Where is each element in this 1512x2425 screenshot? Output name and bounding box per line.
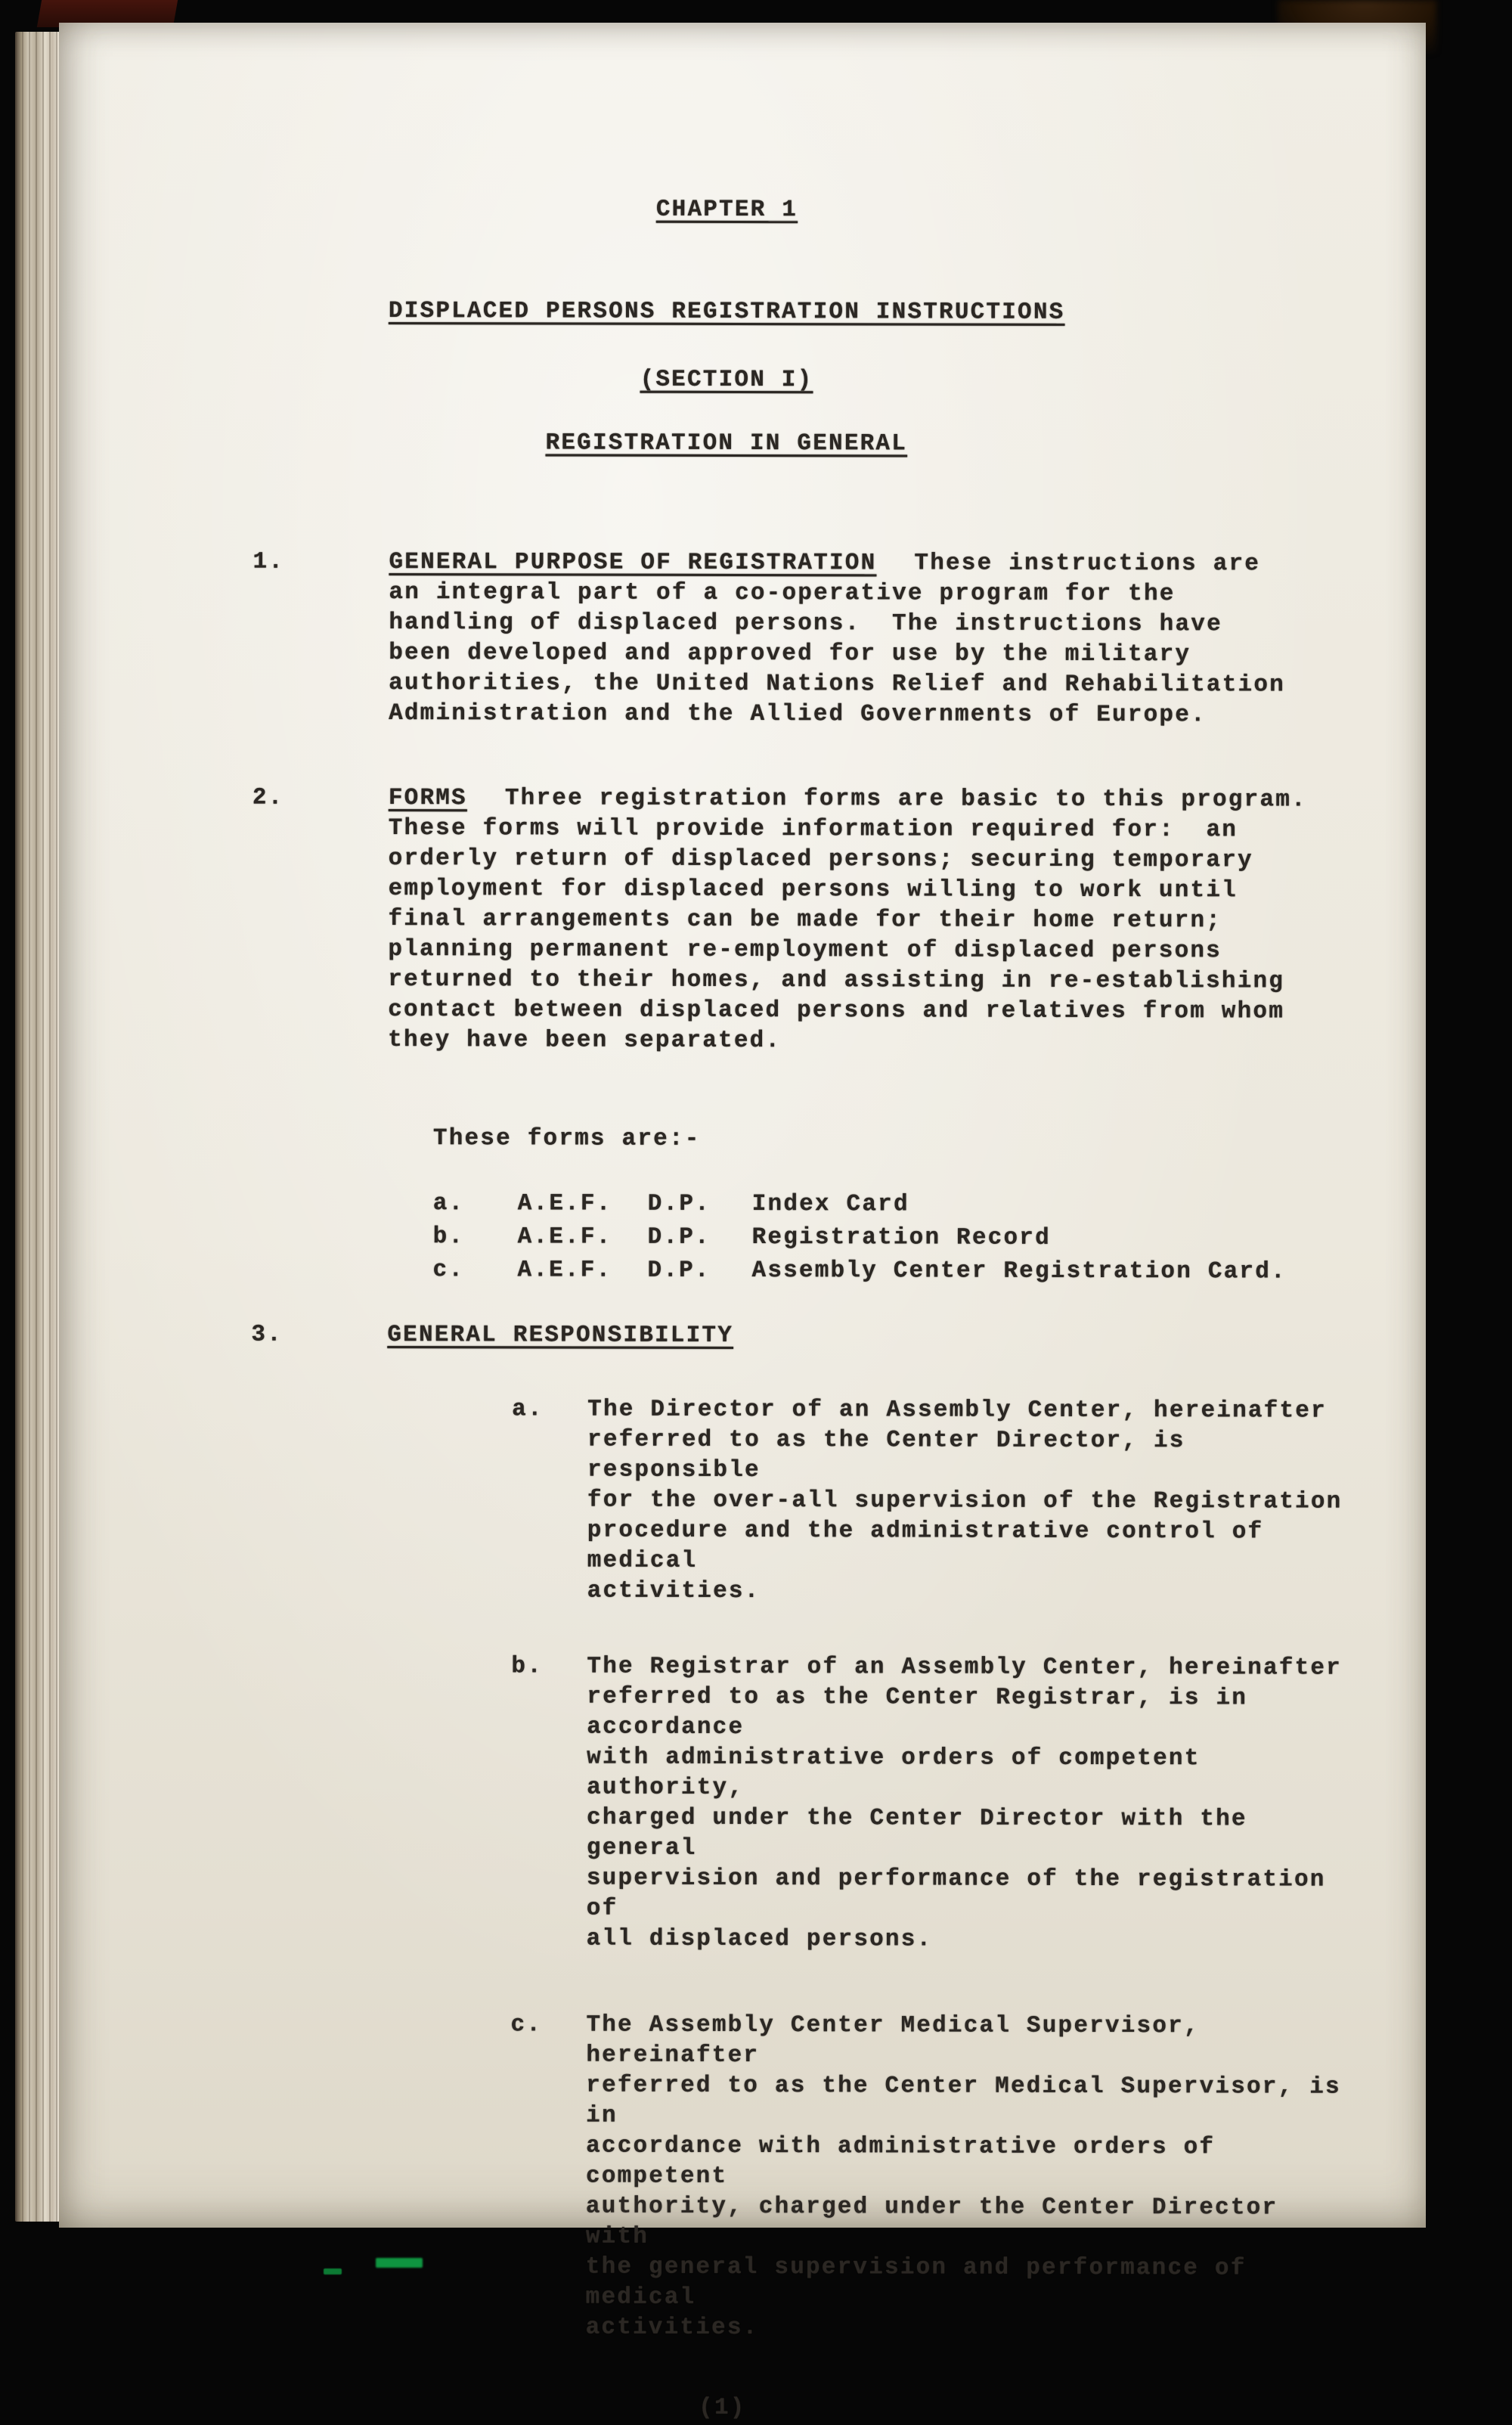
document-content [54, 21, 1426, 2422]
section-heading: (SECTION I) [640, 366, 813, 394]
form-org: A.E.F. [517, 1257, 612, 1284]
item-letter: c. [510, 2011, 543, 2039]
paragraph-forms [252, 783, 1352, 1058]
form-abbr: D.P. [647, 1223, 711, 1251]
form-letter: b. [432, 1223, 465, 1251]
forms-list-block [433, 1124, 1351, 1288]
item-text: The Director of an Assembly Center, hereinafter referred to as the Center Director, is responsible for the over-all supervision of the Registration procedure and the administrative control of medical activities. [587, 1396, 1343, 1605]
forms-intro: These forms are:- [432, 1125, 701, 1152]
responsibility-item-a [512, 1394, 1351, 1608]
chapter-heading: CHAPTER 1 [655, 196, 798, 224]
item-letter: a. [512, 1396, 544, 1423]
book-page-edges [15, 32, 60, 2222]
paragraph-heading: FORMS [388, 785, 467, 812]
paragraph-general-purpose [253, 547, 1352, 731]
paragraph-text [388, 783, 1307, 1058]
responsibility-item-c [510, 2010, 1357, 2344]
form-abbr: D.P. [647, 1257, 711, 1284]
form-abbr: D.P. [647, 1190, 711, 1217]
document-header [58, 194, 1426, 461]
paragraph-body: These instructions are an integral part of a co-operative program for the handling of displaced persons. The instructions have been developed and approved for use by the military authorities, the United Nations Relief and Rehabilitation Administration and the Allied Governments of Europe. [389, 550, 1285, 729]
form-row [433, 1255, 1351, 1288]
form-row [433, 1189, 1351, 1221]
document-title: DISPLACED PERSONS REGISTRATION INSTRUCTIONS [388, 298, 1065, 326]
document-body [54, 547, 1425, 2345]
item-text: The Assembly Center Medical Supervisor, hereinafter referred to as the Center Medical Supervisor, is in accordance with administrative orders of competent authority, charged under the Center Director with the general supervision and performance of medical activities. [585, 2011, 1357, 2342]
item-text: The Registrar of an Assembly Center, hereinafter referred to as the Center Registrar, is in accordance with administrative orders of competent authority, charged under the Center Director with the general supervision and performance of the registration of all displaced persons. [586, 1653, 1343, 1953]
page-number: (1) [699, 2394, 746, 2422]
paragraph-text [389, 547, 1285, 730]
form-name: Registration Record [751, 1224, 1051, 1251]
form-name: Assembly Center Registration Card. [751, 1257, 1287, 1285]
forms-table [433, 1189, 1351, 1288]
document-page [59, 23, 1426, 2422]
paragraph-heading: GENERAL PURPOSE OF REGISTRATION [389, 549, 877, 577]
paragraph-number: 2. [252, 784, 284, 811]
paragraph-body: Three registration forms are basic to this program. These forms will provide information required for: an orderly return of displaced persons; securing temporary employment for displaced persons willing to work until final arrangements can be made for their home return; planning permanent re-employment of displaced persons returned to their homes, and assisting in re-establishing contact between displaced persons and relatives from whom they have been separated. [388, 785, 1307, 1055]
scanner-artifact-green [324, 2268, 342, 2275]
paragraph-number: 1. [253, 548, 285, 575]
paragraph-text [387, 1320, 733, 1351]
responsibility-item-b [511, 1651, 1350, 1955]
form-name: Index Card [751, 1191, 909, 1218]
paragraph-number: 3. [251, 1321, 284, 1348]
form-letter: c. [432, 1257, 465, 1284]
form-org: A.E.F. [517, 1223, 612, 1251]
item-letter: b. [511, 1653, 544, 1680]
form-org: A.E.F. [517, 1190, 612, 1217]
paragraph-heading: GENERAL RESPONSIBILITY [387, 1322, 734, 1349]
paragraph-general-responsibility [251, 1320, 1350, 1353]
form-letter: a. [432, 1190, 465, 1217]
document-subtitle: REGISTRATION IN GENERAL [545, 429, 908, 457]
scanner-artifact-green [376, 2258, 423, 2268]
form-row [433, 1222, 1351, 1254]
